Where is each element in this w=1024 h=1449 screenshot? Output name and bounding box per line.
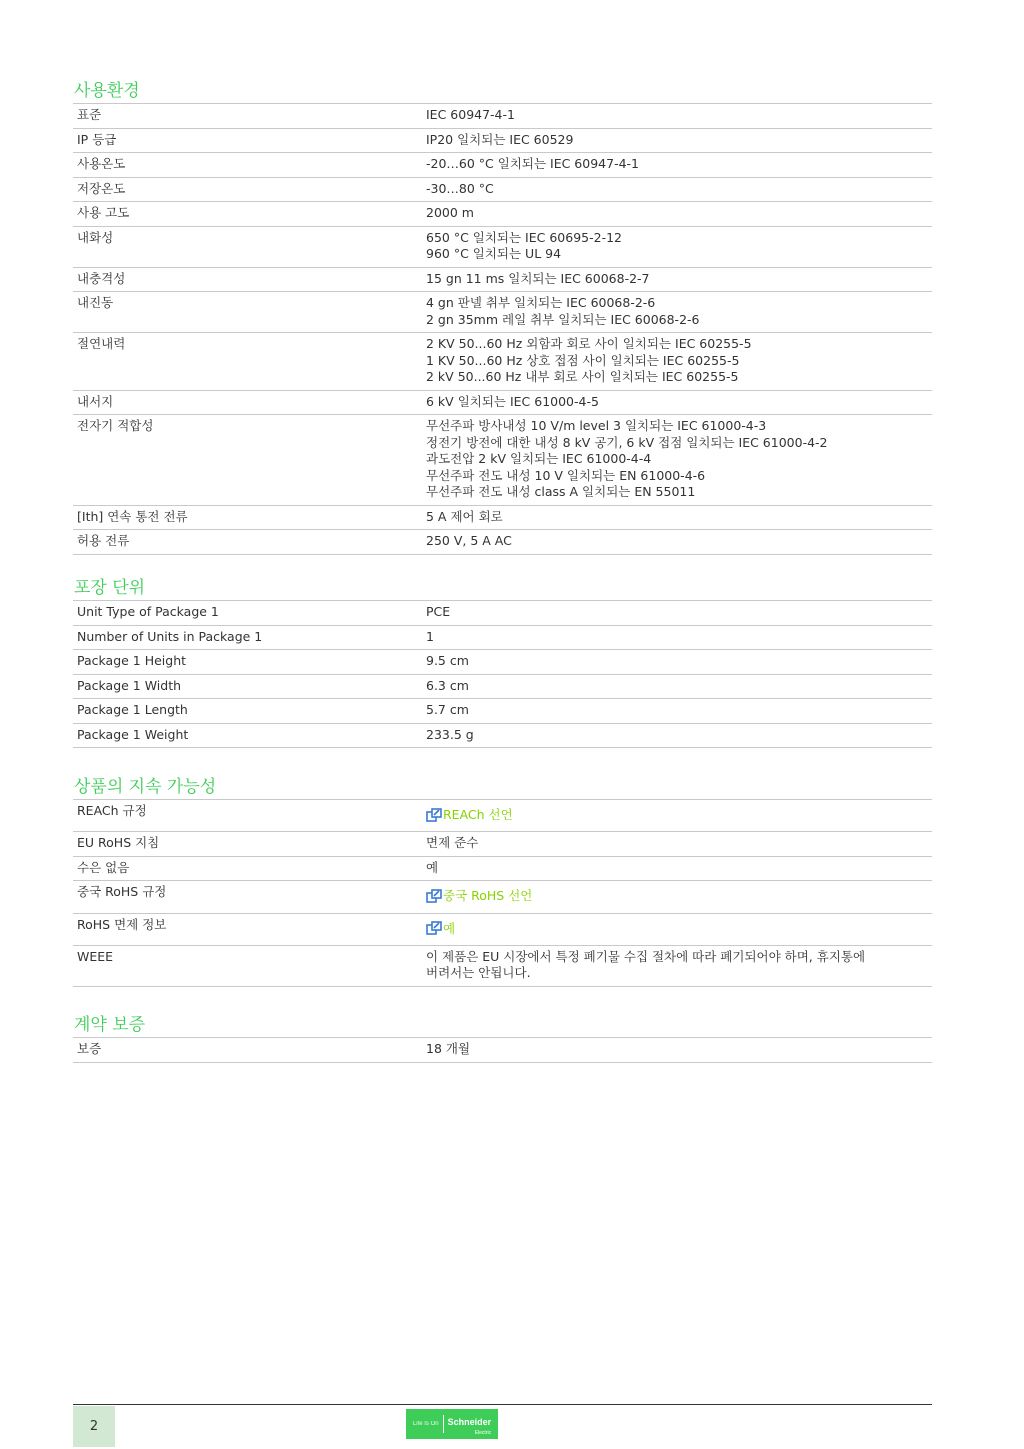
spec-value <box>424 267 932 292</box>
link-label: 예 <box>443 920 456 936</box>
spec-label: Number of Units in Package 1 <box>73 625 424 650</box>
value-line: 233.5 g <box>426 726 474 742</box>
section-title: 계약 보증 <box>74 1015 146 1035</box>
link-label: REACh 선언 <box>443 807 513 822</box>
table-row <box>73 177 932 202</box>
value-line: 정전기 방전에 대한 내성 8 kV 공기, 6 kV 접점 일치되는 IEC 61000-4-2 <box>426 434 828 450</box>
spec-value <box>424 945 932 986</box>
section-packaging <box>73 576 932 748</box>
spec-label: 허용 전류 <box>73 530 424 555</box>
spec-label: 보증 <box>73 1038 424 1063</box>
table-row <box>73 415 932 506</box>
value-line: 무선주파 방사내성 10 V/m level 3 일치되는 IEC 61000-4-3 <box>426 418 767 433</box>
value-line: 2000 m <box>426 205 474 220</box>
spec-label: 내화성 <box>73 226 424 267</box>
value-line: 5 A 제어 회로 <box>426 508 503 524</box>
value-line: -20…60 °C 일치되는 IEC 60947-4-1 <box>426 156 639 171</box>
spec-label: 표준 <box>73 104 424 129</box>
spec-label: 절연내력 <box>73 333 424 391</box>
link-label: 중국 RoHS 선언 <box>443 888 533 904</box>
section-title: 상품의 지속 가능성 <box>74 777 217 797</box>
spec-label: 사용온도 <box>73 153 424 178</box>
table-row <box>73 625 932 650</box>
section-title: 사용환경 <box>74 81 140 101</box>
logo-tagline: Life Is On <box>412 1421 439 1427</box>
brand-logo <box>406 1409 498 1439</box>
spec-label: 전자기 적합성 <box>73 415 424 506</box>
spec-label: 사용 고도 <box>73 202 424 227</box>
table-row <box>73 913 932 945</box>
value-line: 6.3 cm <box>426 677 469 693</box>
spec-label: Package 1 Width <box>73 674 424 699</box>
value-line: IP20 일치되는 IEC 60529 <box>426 131 574 147</box>
document-link[interactable] <box>426 807 513 824</box>
table-row <box>73 292 932 333</box>
table-row <box>73 226 932 267</box>
spec-value <box>424 333 932 391</box>
spec-label: 내진동 <box>73 292 424 333</box>
value-line: 960 °C 일치되는 UL 94 <box>426 246 562 261</box>
value-line: 2 gn 35mm 레일 취부 일치되는 IEC 60068-2-6 <box>426 311 700 327</box>
spec-label: 내서지 <box>73 390 424 415</box>
value-line: PCE <box>426 604 451 619</box>
spec-table <box>73 103 932 555</box>
value-line: 이 제품은 EU 시장에서 특정 폐기물 수집 절차에 따라 폐기되어야 하며, 휴지통에 <box>426 948 866 964</box>
spec-label: Package 1 Weight <box>73 723 424 748</box>
spec-value <box>424 881 932 913</box>
table-row <box>73 104 932 129</box>
footer-divider <box>73 1404 932 1405</box>
table-row <box>73 390 932 415</box>
value-line: 4 gn 판넬 취부 일치되는 IEC 60068-2-6 <box>426 295 656 310</box>
spec-value <box>424 128 932 153</box>
spec-label: IP 등급 <box>73 128 424 153</box>
value-line: 650 °C 일치되는 IEC 60695-2-12 <box>426 229 622 245</box>
external-link-icon <box>426 921 442 936</box>
value-line: 250 V, 5 A AC <box>426 533 512 548</box>
value-line: 5.7 cm <box>426 702 469 717</box>
spec-value <box>424 1038 932 1063</box>
spec-value <box>424 226 932 267</box>
spec-label: EU RoHS 지침 <box>73 832 424 857</box>
spec-value <box>424 177 932 202</box>
value-line: -30…80 °C <box>426 180 494 196</box>
table-row <box>73 128 932 153</box>
spec-value <box>424 723 932 748</box>
table-row <box>73 723 932 748</box>
table-row <box>73 153 932 178</box>
table-row <box>73 800 932 832</box>
section-warranty <box>73 1013 932 1063</box>
value-line: 15 gn 11 ms 일치되는 IEC 60068-2-7 <box>426 270 650 286</box>
spec-value <box>424 202 932 227</box>
section-sustainability <box>73 775 932 987</box>
table-row <box>73 601 932 626</box>
value-line: 1 <box>426 628 434 644</box>
value-line: 과도전압 2 kV 일치되는 IEC 61000-4-4 <box>426 451 652 466</box>
spec-value <box>424 390 932 415</box>
spec-value <box>424 832 932 857</box>
table-row <box>73 202 932 227</box>
spec-value <box>424 505 932 530</box>
spec-label: Package 1 Height <box>73 650 424 675</box>
spec-label: 저장온도 <box>73 177 424 202</box>
spec-value <box>424 913 932 945</box>
spec-value <box>424 800 932 832</box>
page-number: 2 <box>73 1406 115 1447</box>
spec-label: Package 1 Length <box>73 699 424 724</box>
table-row <box>73 267 932 292</box>
value-line: 예 <box>426 859 439 875</box>
value-line: IEC 60947-4-1 <box>426 107 515 122</box>
table-row <box>73 674 932 699</box>
logo-brand: Schneider <box>447 1417 492 1427</box>
external-link-icon <box>426 808 442 823</box>
value-line: 6 kV 일치되는 IEC 61000-4-5 <box>426 393 599 409</box>
table-row <box>73 881 932 913</box>
spec-table <box>73 1037 932 1063</box>
table-row <box>73 699 932 724</box>
value-line: 무선주파 전도 내성 10 V 일치되는 EN 61000-4-6 <box>426 467 706 483</box>
spec-value <box>424 674 932 699</box>
spec-value <box>424 530 932 555</box>
spec-value <box>424 153 932 178</box>
value-line: 2 KV 50...60 Hz 외함과 회로 사이 일치되는 IEC 60255-5 <box>426 336 752 351</box>
section-title: 포장 단위 <box>74 578 146 598</box>
spec-value <box>424 650 932 675</box>
spec-value <box>424 601 932 626</box>
logo-sub: Electric <box>474 1430 492 1436</box>
spec-label: Unit Type of Package 1 <box>73 601 424 626</box>
value-line: 버려서는 안됩니다. <box>426 965 531 981</box>
spec-value <box>424 856 932 881</box>
value-line: 18 개월 <box>426 1041 471 1056</box>
spec-value <box>424 292 932 333</box>
table-row <box>73 650 932 675</box>
spec-table <box>73 799 932 987</box>
spec-label: [Ith] 연속 통전 전류 <box>73 505 424 530</box>
table-row <box>73 945 932 986</box>
spec-value <box>424 625 932 650</box>
spec-label: 중국 RoHS 규정 <box>73 881 424 913</box>
table-row <box>73 1038 932 1063</box>
spec-value <box>424 699 932 724</box>
document-link[interactable] <box>426 921 455 938</box>
value-line: 무선주파 전도 내성 class A 일치되는 EN 55011 <box>426 484 696 499</box>
spec-label: REACh 규정 <box>73 800 424 832</box>
spec-value <box>424 415 932 506</box>
value-line: 면제 준수 <box>426 835 479 851</box>
table-row <box>73 856 932 881</box>
value-line: 1 KV 50...60 Hz 상호 접점 사이 일치되는 IEC 60255-5 <box>426 352 740 368</box>
document-link[interactable] <box>426 888 532 905</box>
section-environment <box>73 79 932 555</box>
table-row <box>73 832 932 857</box>
table-row <box>73 505 932 530</box>
table-row <box>73 530 932 555</box>
spec-value <box>424 104 932 129</box>
logo-separator <box>443 1415 444 1433</box>
spec-label: 내충격성 <box>73 267 424 292</box>
spec-label: RoHS 면제 정보 <box>73 913 424 945</box>
value-line: 9.5 cm <box>426 653 469 668</box>
logo-wordmark <box>448 1412 492 1436</box>
spec-label: WEEE <box>73 945 424 986</box>
external-link-icon <box>426 889 442 904</box>
table-row <box>73 333 932 391</box>
value-line: 2 kV 50...60 Hz 내부 회로 사이 일치되는 IEC 60255-5 <box>426 369 739 384</box>
spec-table <box>73 600 932 748</box>
spec-label: 수은 없음 <box>73 856 424 881</box>
